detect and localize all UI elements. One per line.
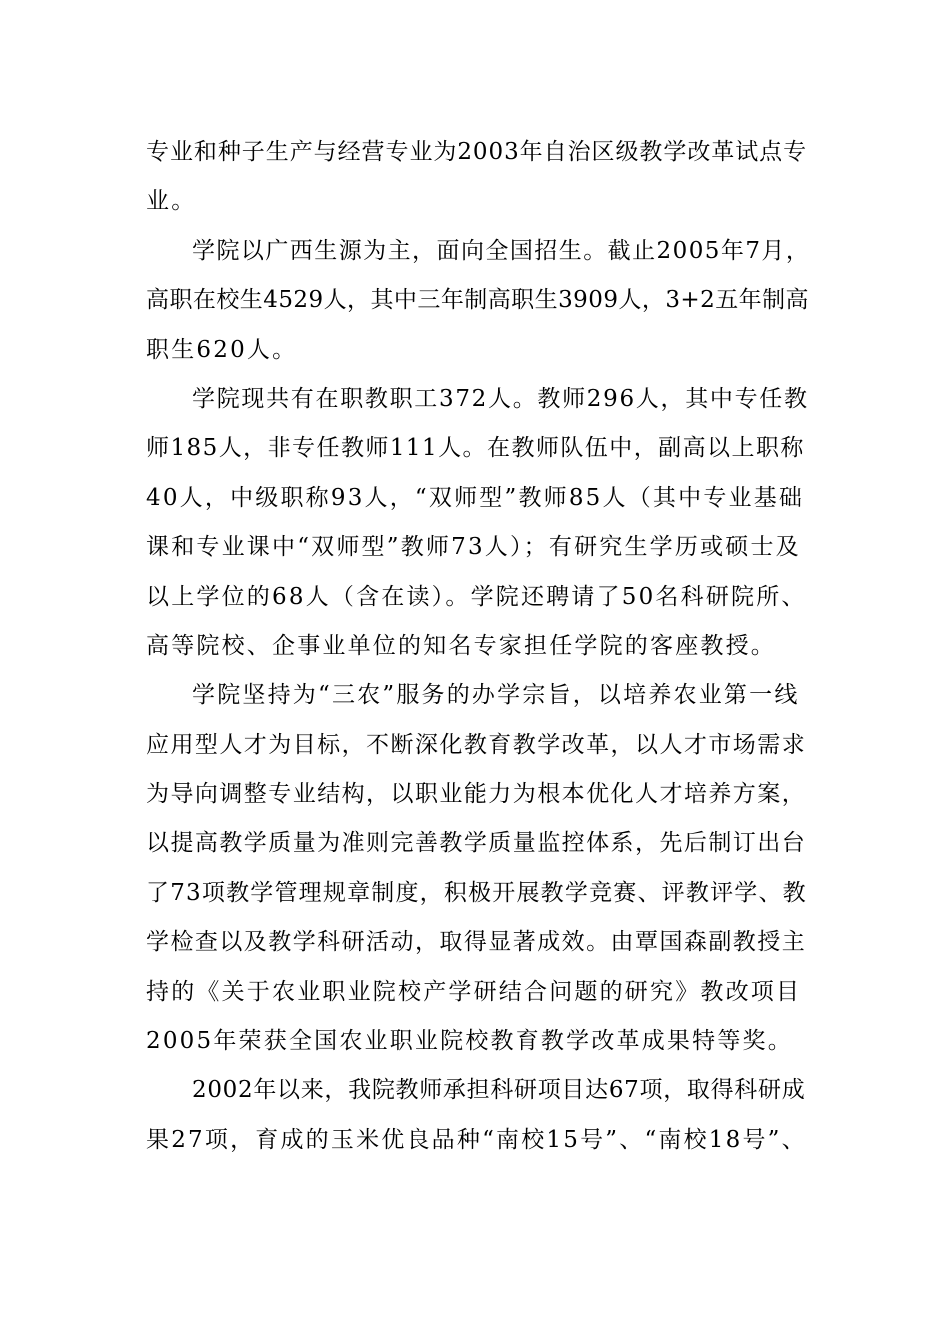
text-line: 应用型人才为目标，不断深化教育教学改革，以人才市场需求	[146, 731, 807, 758]
text-line: 持的《关于农业职业院校产学研结合问题的研究》教改项目	[146, 978, 802, 1005]
text-line: 了73项教学管理规章制度，积极开展教学竞赛、评教评学、教	[146, 879, 807, 906]
text-line: 学检查以及教学科研活动，取得显著成效。由覃国森副教授主	[146, 929, 807, 956]
text-line: 师185人，非专任教师111人。在教师队伍中，副高以上职称	[146, 435, 805, 462]
text-line: 2005年荣获全国农业职业院校教育教学改革成果特等奖。	[146, 1028, 793, 1055]
text-line: 以提高教学质量为准则完善教学质量监控体系，先后制订出台	[146, 830, 807, 857]
text-line: 40人，中级职称93人，“双师型”教师85人（其中专业基础	[146, 484, 805, 511]
paragraph-first-line: 学院现共有在职教职工372人。教师296人，其中专任教	[192, 385, 809, 412]
text-line: 高等院校、企事业单位的知名专家担任学院的客座教授。	[146, 632, 776, 659]
text-line: 专业和种子生产与经营专业为2003年自治区级教学改革试点专	[146, 139, 808, 165]
paragraph-first-line: 学院坚持为“三农”服务的办学宗旨，以培养农业第一线	[192, 682, 800, 709]
text-line: 为导向调整专业结构，以职业能力为根本优化人才培养方案，	[146, 781, 807, 808]
paragraph-first-line: 2002年以来，我院教师承担科研项目达67项，取得科研成	[192, 1077, 806, 1104]
text-line: 高职在校生4529人，其中三年制高职生3909人，3+2五年制高	[146, 287, 810, 314]
text-line: 业。	[146, 188, 197, 215]
text-line: 以上学位的68人（含在读）。学院还聘请了50名科研院所、	[146, 583, 807, 610]
paragraph-first-line: 学院以广西生源为主，面向全国招生。截止2005年7月，	[192, 237, 811, 264]
text-line: 果27项，育成的玉米优良品种“南校15号”、“南校18号”、	[146, 1126, 807, 1153]
text-line: 课和专业课中“双师型”教师73人）；有研究生学历或硕士及	[146, 534, 801, 561]
text-line: 职生620人。	[146, 336, 298, 363]
document-body	[146, 128, 810, 1165]
